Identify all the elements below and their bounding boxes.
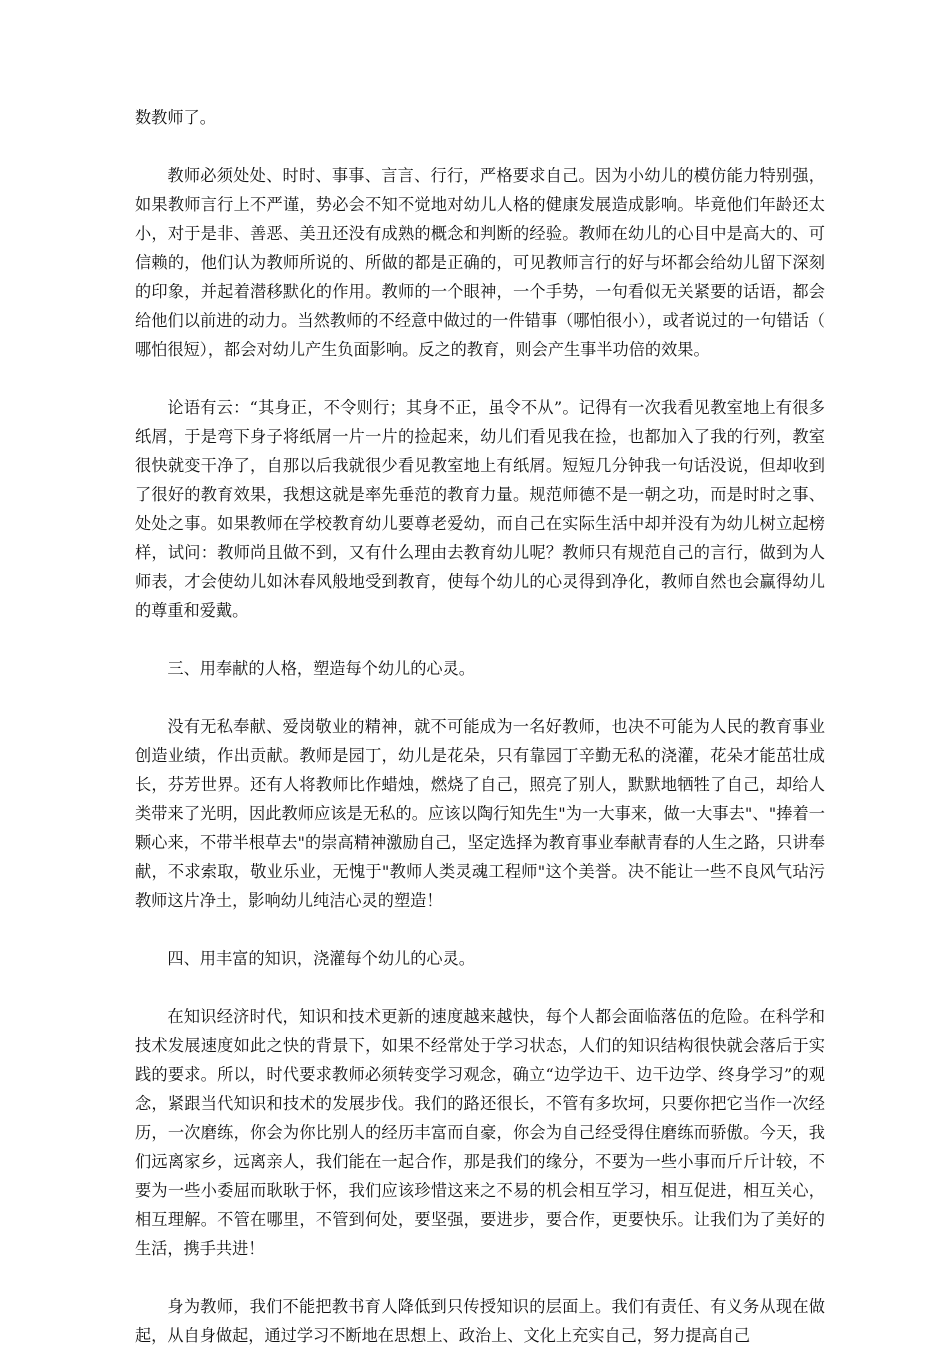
section-heading-three: 三、用奉献的人格，塑造每个幼儿的心灵。 — [167, 659, 475, 678]
document-page — [135, 103, 825, 1350]
paragraph-dedication: 没有无私奉献、爱岗敬业的精神，就不可能成为一名好教师，也决不可能为人民的教育事业创造业绩，作出贡献。教师是园丁，幼儿是花朵，只有靠园丁辛勤无私的浇灌，花朵才能茁壮成长，芬芳世界。还有人将教师比作蜡烛，燃烧了自己，照亮了别人，默默地牺牲了自己，却给人类带来了光明，因此教师应该是无私的。应该以陶行知先生"为一大事来，做一大事去"、"捧着一颗心来，不带半根草去"的崇高精神激励自己，坚定选择为教育事业奉献青春的人生之路，只讲奉献，不求索取，敬业乐业，无愧于"教师人类灵魂工程师"这个美誉。决不能让一些不良风气玷污教师这片净土，影响幼儿纯洁心灵的塑造！ — [135, 717, 825, 910]
paragraph-knowledge: 在知识经济时代，知识和技术更新的速度越来越快，每个人都会面临落伍的危险。在科学和技术发展速度如此之快的背景下，如果不经常处于学习状态，人们的知识结构很快就会落后于实践的要求。所以，时代要求教师必须转变学习观念，确立“边学边干、边干边学、终身学习”的观念，紧跟当代知识和技术的发展步伐。我们的路还很长，不管有多坎坷，只要你把它当作一次经历，一次磨练，你会为你比别人的经历丰富而自豪，你会为自己经受得住磨练而骄傲。今天，我们远离家乡，远离亲人，我们能在一起合作，那是我们的缘分，不要为一些小事而斤斤计较，不要为一些小委屈而耿耿于怀，我们应该珍惜这来之不易的机会相互学习，相互促进，相互关心，相互理解。不管在哪里，不管到何处，要坚强，要进步，要合作，更要快乐。让我们为了美好的生活，携手共进！ — [135, 1007, 825, 1258]
paragraph-teacher-conduct: 教师必须处处、时时、事事、言言、行行，严格要求自己。因为小幼儿的模仿能力特别强，如果教师言行上不严谨，势必会不知不觉地对幼儿人格的健康发展造成影响。毕竟他们年龄还太小，对于是非、善恶、美丑还没有成熟的概念和判断的经验。教师在幼儿的心目中是高大的、可信赖的，他们认为教师所说的、所做的都是正确的，可见教师言行的好与坏都会给幼儿留下深刻的印象，并起着潜移默化的作用。教师的一个眼神，一个手势，一句看似无关紧要的话语，都会给他们以前进的动力。当然教师的不经意中做过的一件错事（哪怕很小），或者说过的一句错话（哪怕很短），都会对幼儿产生负面影响。反之的教育，则会产生事半功倍的效果。 — [135, 166, 825, 359]
paragraph-responsibility: 身为教师，我们不能把教书育人降低到只传授知识的层面上。我们有责任、有义务从现在做起，从自身做起，通过学习不断地在思想上、政治上、文化上充实自己，努力提高自己 — [135, 1297, 825, 1345]
paragraph-continuation: 数教师了。 — [135, 108, 216, 127]
section-heading-four: 四、用丰富的知识，浇灌每个幼儿的心灵。 — [167, 949, 475, 968]
paragraph-lunyu-quote: 论语有云：“其身正，不令则行；其身不正，虽令不从”。记得有一次我看见教室地上有很多纸屑，于是弯下身子将纸屑一片一片的捡起来，幼儿们看见我在捡，也都加入了我的行列，教室很快就变干净了，自那以后我就很少看见教室地上有纸屑。短短几分钟我一句话没说，但却收到了很好的教育效果，我想这就是率先垂范的教育力量。规范师德不是一朝之功，而是时时之事、处处之事。如果教师在学校教育幼儿要尊老爱幼，而自己在实际生活中却并没有为幼儿树立起榜样，试问：教师尚且做不到，又有什么理由去教育幼儿呢？教师只有规范自己的言行，做到为人师表，才会使幼儿如沐春风般地受到教育，使每个幼儿的心灵得到净化，教师自然也会赢得幼儿的尊重和爱戴。 — [135, 398, 825, 620]
